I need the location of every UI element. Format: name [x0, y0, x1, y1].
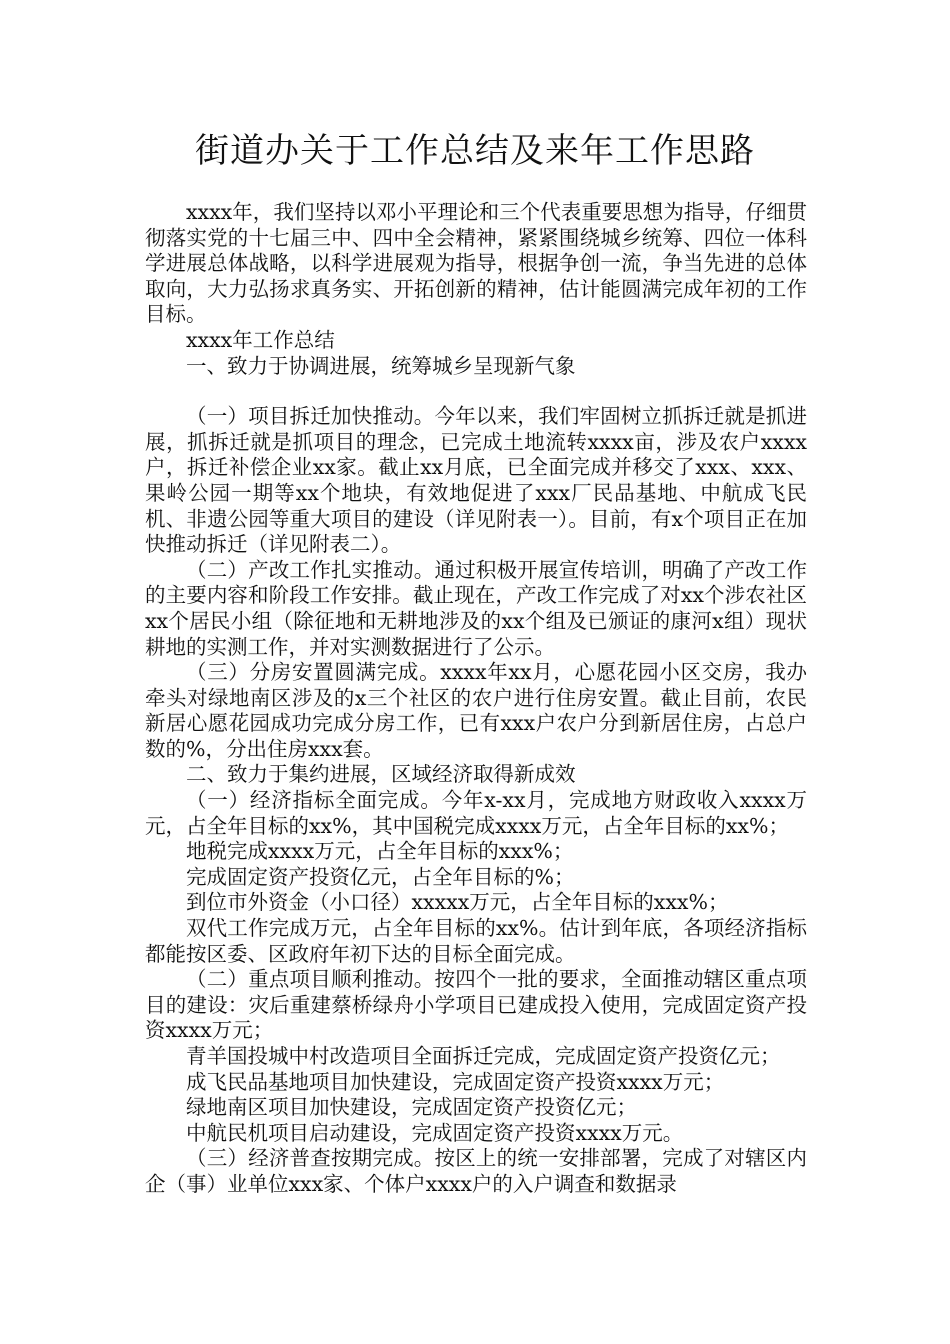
paragraph-2-1-b: 完成固定资产投资亿元，占全年目标的%；	[186, 864, 575, 889]
document-body	[145, 200, 807, 1198]
document-title: 街道办关于工作总结及来年工作思路	[195, 131, 755, 171]
paragraph-1-1: （一）项目拆迁加快推动。今年以来，我们牢固树立抓拆迁就是抓进展，抓拆迁就是抓项目的理念，已完成土地流转xxxx亩，涉及农户xxxx户，拆迁补偿企业xx家。截止xx月底，已全面完成并移交了xxx、xxx、果岭公园一期等xx个地块，有效地促进了xxx厂民品基地、中航成飞民机、非遗公园等重大项目的建设（详见附表一）。目前，有x个项目正在加快推动拆迁（详见附表二）。	[145, 404, 807, 557]
paragraph-2-1-c: 到位市外资金（小口径）xxxxx万元，占全年目标的xxx%；	[186, 890, 729, 915]
heading-section-2: 二、致力于集约进展，区域经济取得新成效	[186, 762, 576, 787]
paragraph-2-1-d: 双代工作完成万元，占全年目标的xx%。估计到年底，各项经济指标都能按区委、区政府年初下达的目标全面完成。	[145, 916, 807, 966]
paragraph-2-2-a: 青羊国投城中村改造项目全面拆迁完成，完成固定资产投资亿元；	[186, 1044, 781, 1068]
paragraph-2-3: （三）经济普查按期完成。按区上的统一安排部署，完成了对辖区内企（事）业单位xxx家、个体户xxxx户的入户调查和数据录	[145, 1146, 807, 1196]
paragraph-2-2-d: 中航民机项目启动建设，完成固定资产投资xxxx万元。	[186, 1120, 684, 1145]
paragraph-1-2: （二）产改工作扎实推动。通过积极开展宣传培训，明确了产改工作的主要内容和阶段工作安排。截止现在，产改工作完成了对xx个涉农社区xx个居民小组（除征地和无耕地涉及的xx个组及已颁证的康河x组）现状耕地的实测工作，并对实测数据进行了公示。	[145, 557, 807, 659]
paragraph-2-2-b: 成飞民品基地项目加快建设，完成固定资产投资xxxx万元；	[186, 1069, 725, 1094]
heading-section-1: 一、致力于协调进展，统筹城乡呈现新气象	[186, 353, 576, 378]
paragraph-intro: xxxx年，我们坚持以邓小平理论和三个代表重要思想为指导，仔细贯彻落实党的十七届三中、四中全会精神，紧紧围绕城乡统筹、四位一体科学进展总体战略，以科学进展观为指导，根据争创一流，争当先进的总体取向，大力弘扬求真务实、开拓创新的精神，估计能圆满完成年初的工作目标。	[145, 200, 807, 327]
paragraph-2-1-a: 地税完成xxxx万元，占全年目标的xxx%；	[186, 839, 574, 864]
heading-summary: xxxx年工作总结	[186, 327, 335, 352]
paragraph-1-3: （三）分房安置圆满完成。xxxx年xx月，心愿花园小区交房，我办牵头对绿地南区涉及的x三个社区的农户进行住房安置。截止目前，农民新居心愿花园成功完成分房工作，已有xxx户农户分到新居住房，占总户数的%，分出住房xxx套。	[145, 660, 807, 761]
paragraph-2-2-c: 绿地南区项目加快建设，完成固定资产投资亿元；	[186, 1095, 637, 1120]
paragraph-2-1: （一）经济指标全面完成。今年x-xx月，完成地方财政收入xxxx万元，占全年目标的xx%，其中国税完成xxxx万元，占全年目标的xx%；	[145, 788, 807, 838]
paragraph-2-2: （二）重点项目顺利推动。按四个一批的要求，全面推动辖区重点项目的建设：灾后重建蔡桥绿舟小学项目已建成投入使用，完成固定资产投资xxxx万元；	[145, 967, 807, 1043]
